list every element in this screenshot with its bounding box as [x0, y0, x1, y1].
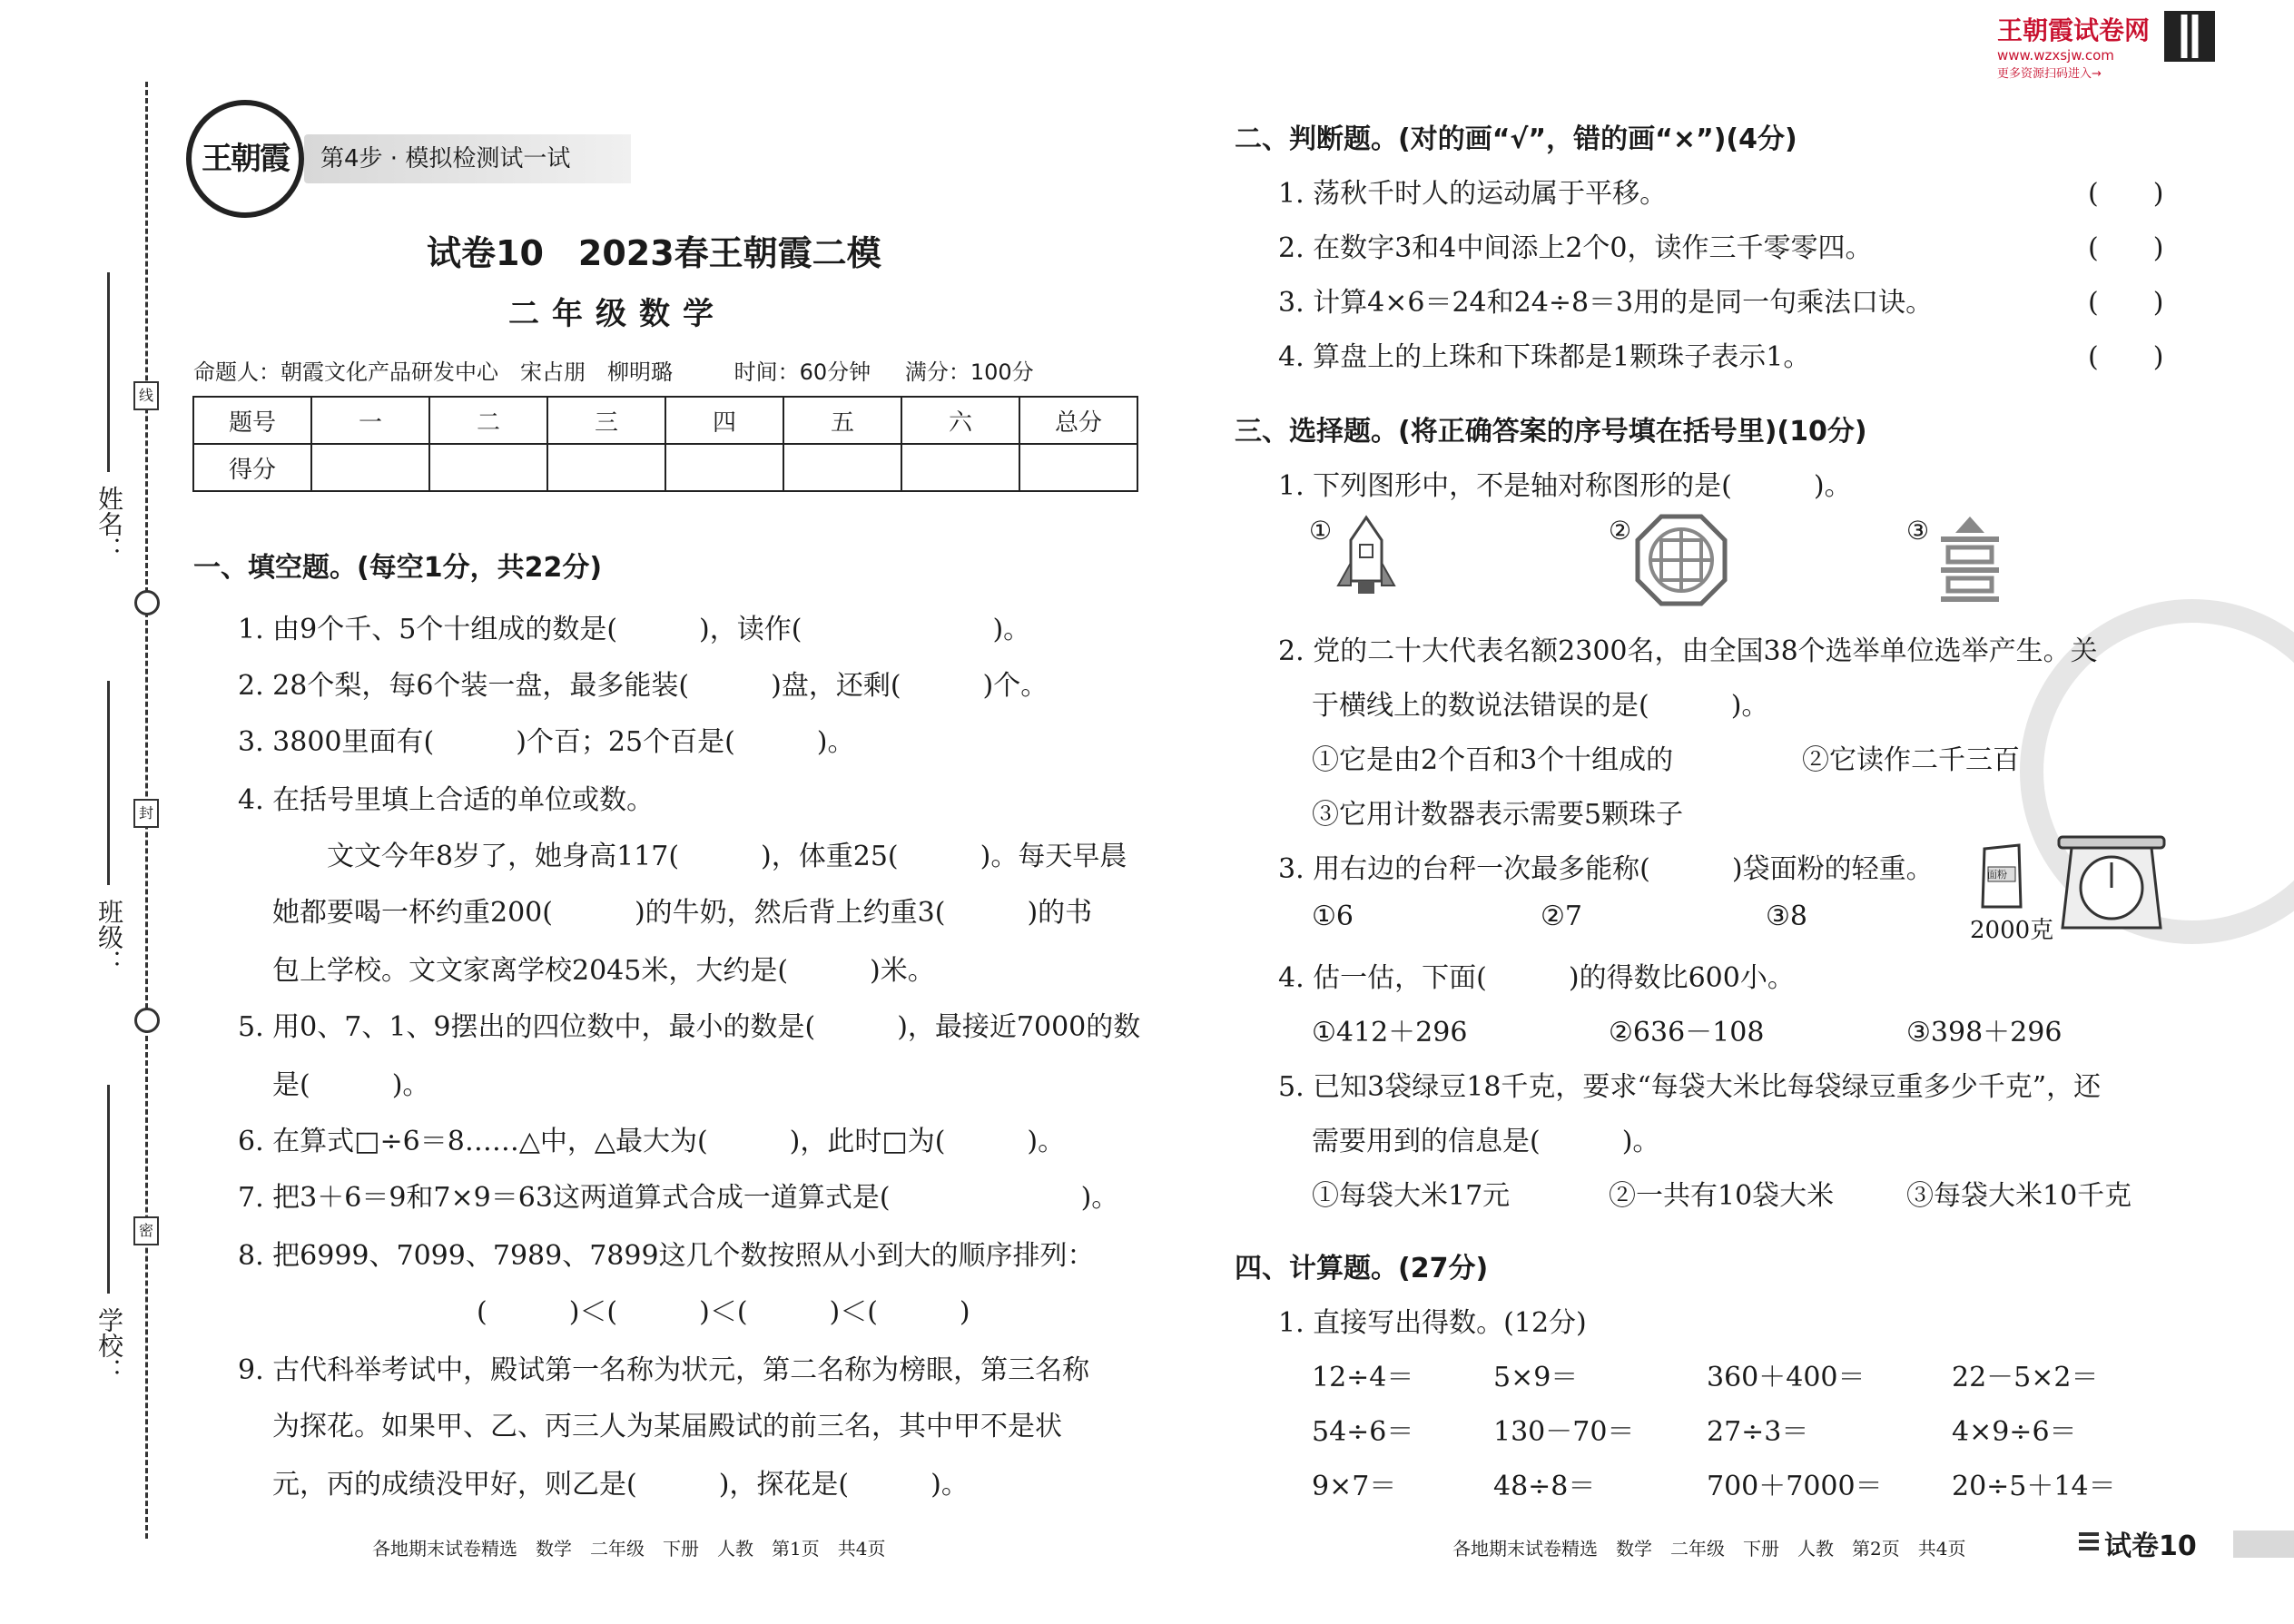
brand-slogan: 更多资源扫码进入→ — [1997, 67, 2102, 81]
meta-author: 命题人：朝霞文化产品研发中心 宋占朋 柳明璐 — [193, 359, 673, 385]
question-line: 1. 由9个千、5个十组成的数是( )，读作( )。 — [238, 614, 1031, 645]
score-cell: 题号 — [193, 397, 311, 444]
calc-item: 9×7＝ — [1312, 1471, 1397, 1502]
lattice-window-icon — [1634, 513, 1728, 607]
question-line: 元，丙的成绩没甲好，则乙是( )，探花是( )。 — [272, 1469, 969, 1501]
question-line: ( )＜( )＜( )＜( ) — [477, 1296, 970, 1328]
calc-question: 1. 直接写出得数。(12分) — [1278, 1307, 1587, 1339]
class-field[interactable] — [107, 681, 110, 885]
answer-paren[interactable]: ( ) — [2088, 341, 2164, 373]
question-line: 3. 3800里面有( )个百；25个百是( )。 — [238, 726, 855, 758]
question-line: 7. 把3＋6＝9和7×9＝63这两道算式合成一道算式是( )。 — [238, 1182, 1119, 1214]
score-cell: 总分 — [1019, 397, 1137, 444]
rocket-icon — [1334, 513, 1398, 604]
name-field[interactable] — [107, 272, 110, 472]
choice-option: ①6 — [1312, 901, 1354, 932]
choice-question: 5. 已知3袋绿豆18千克，要求“每袋大米比每袋绿豆重多少千克”，还 — [1278, 1071, 2102, 1103]
score-cell: 得分 — [193, 444, 311, 491]
option-marker: ① — [1309, 516, 1333, 546]
exam-title: 试卷10 2023春王朝霞二模 — [427, 233, 881, 273]
choice-option: ③每袋大米10千克 — [1906, 1180, 2132, 1212]
name-label: 姓名： — [94, 486, 124, 562]
choice-option: ②一共有10袋大米 — [1609, 1180, 1835, 1212]
calc-item: 12÷4＝ — [1312, 1362, 1414, 1393]
score-input-cell[interactable] — [429, 444, 547, 491]
question-line: 为探花。如果甲、乙、丙三人为某届殿试的前三名，其中甲不是状 — [272, 1411, 1062, 1442]
choice-option: ①它是由2个百和3个十组成的 — [1312, 744, 1674, 776]
calc-item: 360＋400＝ — [1707, 1362, 1866, 1393]
score-cell: 四 — [665, 397, 783, 444]
section2-heading: 二、判断题。(对的画“√”，错的画“×”)(4分) — [1235, 123, 1797, 155]
answer-paren[interactable]: ( ) — [2088, 232, 2164, 264]
step-banner: 第4步 · 模拟检测试一试 — [304, 134, 631, 183]
exam-subtitle: 二年级数学 — [508, 296, 726, 332]
option-marker: ② — [1609, 516, 1632, 546]
meta-full-score: 满分：100分 — [904, 359, 1034, 385]
question-line: 9. 古代科举考试中，殿试第一名称为状元，第二名称为榜眼，第三名称 — [238, 1354, 1090, 1386]
judge-item: 2. 在数字3和4中间添上2个0，读作三千零零四。 — [1278, 232, 1873, 264]
score-cell: 二 — [429, 397, 547, 444]
seal-char-feng: 封 — [133, 799, 159, 828]
choice-option: ②7 — [1541, 901, 1582, 932]
calc-item: 5×9＝ — [1493, 1362, 1579, 1393]
score-input-cell[interactable] — [901, 444, 1019, 491]
question-line: 5. 用0、7、1、9摆出的四位数中，最小的数是( )，最接近7000的数 — [238, 1011, 1141, 1043]
choice-question: 4. 估一估，下面( )的得数比600小。 — [1278, 962, 1795, 994]
answer-paren[interactable]: ( ) — [2088, 178, 2164, 210]
score-table — [192, 396, 1138, 492]
choice-option: ③它用计数器表示需要5颗珠子 — [1312, 799, 1684, 831]
score-cell: 三 — [547, 397, 665, 444]
option-marker: ③ — [1906, 516, 1930, 546]
brand-url[interactable]: www.wzxsjw.com — [1997, 47, 2114, 64]
judge-item: 1. 荡秋千时人的运动属于平移。 — [1278, 178, 1668, 210]
score-input-cell[interactable] — [547, 444, 665, 491]
paper-tab-bar — [2233, 1530, 2294, 1558]
question-line: 8. 把6999、7099、7989、7899这几个数按照从小到大的顺序排列： — [238, 1240, 1095, 1272]
score-cell: 一 — [311, 397, 429, 444]
choice-question: 需要用到的信息是( )。 — [1312, 1126, 1660, 1157]
score-input-cell[interactable] — [1019, 444, 1137, 491]
brand-logo — [186, 100, 304, 218]
scale-capacity-label: 2000克 — [1970, 917, 2054, 944]
choice-option: ①412＋296 — [1312, 1017, 1468, 1048]
flour-bag-label: 面粉 — [1987, 869, 2007, 881]
answer-paren[interactable]: ( ) — [2088, 287, 2164, 319]
footer-right: 各地期末试卷精选 数学 二年级 下册 人教 第2页 共4页 — [1452, 1538, 1966, 1560]
seal-char-mi: 密 — [133, 1216, 159, 1245]
school-label: 学校： — [94, 1307, 124, 1383]
score-input-cell[interactable] — [783, 444, 901, 491]
seal-char-xian: 线 — [133, 381, 159, 410]
section4-heading: 四、计算题。(27分) — [1235, 1253, 1489, 1284]
score-table-score-row — [193, 444, 1137, 491]
choice-option: ③398＋296 — [1906, 1017, 2063, 1048]
choice-option: ③8 — [1766, 901, 1807, 932]
question-line: 她都要喝一杯约重200( )的牛奶，然后背上约重3( )的书 — [272, 897, 1093, 929]
binding-ring-icon — [134, 1008, 160, 1033]
section3-heading: 三、选择题。(将正确答案的序号填在括号里)(10分) — [1235, 416, 1867, 448]
score-input-cell[interactable] — [665, 444, 783, 491]
section1-heading: 一、填空题。(每空1分，共22分) — [193, 552, 603, 584]
choice-question: 1. 下列图形中，不是轴对称图形的是( )。 — [1278, 470, 1852, 502]
score-cell: 六 — [901, 397, 1019, 444]
question-line: 6. 在算式□÷6＝8……△中，△最大为( )，此时□为( )。 — [238, 1126, 1066, 1157]
question-line: 2. 28个梨，每6个装一盘，最多能装( )盘，还剩( )个。 — [238, 670, 1049, 702]
meta-time: 时间：60分钟 — [733, 359, 871, 385]
question-line: 4. 在括号里填上合适的单位或数。 — [238, 784, 655, 816]
score-cell: 五 — [783, 397, 901, 444]
calc-item: 20÷5＋14＝ — [1952, 1471, 2116, 1502]
choice-option: ②它读作二千三百 — [1802, 744, 2020, 776]
brand-header — [1997, 11, 2150, 81]
scale-icon — [2053, 833, 2170, 935]
choice-option: ①每袋大米17元 — [1312, 1180, 1511, 1212]
logo-text: 王朝霞 — [202, 141, 289, 177]
calc-item: 22－5×2＝ — [1952, 1362, 2099, 1393]
calc-item: 130－70＝ — [1493, 1416, 1635, 1448]
calc-item: 4×9÷6＝ — [1952, 1416, 2077, 1448]
exam-meta — [193, 354, 1034, 386]
choice-option: ②636－108 — [1609, 1017, 1765, 1048]
double-happiness-icon — [1934, 513, 2006, 607]
question-line: 包上学校。文文家离学校2045米，大约是( )米。 — [272, 955, 935, 987]
question-line: 是( )。 — [272, 1069, 430, 1101]
choice-question: 3. 用右边的台秤一次最多能称( )袋面粉的轻重。 — [1278, 853, 1934, 885]
score-input-cell[interactable] — [311, 444, 429, 491]
binding-ring-icon — [134, 590, 160, 615]
calc-item: 700＋7000＝ — [1707, 1471, 1883, 1502]
judge-item: 3. 计算4×6＝24和24÷8＝3用的是同一句乘法口诀。 — [1278, 287, 1934, 319]
question-line: 文文今年8岁了，她身高117( )，体重25( )。每天早晨 — [272, 841, 1127, 872]
calc-item: 27÷3＝ — [1707, 1416, 1809, 1448]
footer-left: 各地期末试卷精选 数学 二年级 下册 人教 第1页 共4页 — [372, 1538, 886, 1560]
qr-code-icon[interactable] — [2164, 11, 2215, 62]
class-label: 班级： — [94, 899, 124, 975]
brand-name: 王朝霞试卷网 — [1997, 15, 2151, 45]
choice-question: 于横线上的数说法错误的是( )。 — [1312, 690, 1769, 722]
calc-item: 54÷6＝ — [1312, 1416, 1414, 1448]
calc-item: 48÷8＝ — [1493, 1471, 1596, 1502]
choice-question: 2. 党的二十大代表名额2300名，由全国38个选举单位选举产生。关 — [1278, 635, 2098, 667]
score-table-header-row — [193, 397, 1137, 444]
tab-dots-icon — [2079, 1529, 2099, 1550]
judge-item: 4. 算盘上的上珠和下珠都是1颗珠子表示1。 — [1278, 341, 1811, 373]
school-field[interactable] — [107, 1085, 110, 1294]
paper-tab-label: 试卷10 — [2104, 1530, 2197, 1562]
